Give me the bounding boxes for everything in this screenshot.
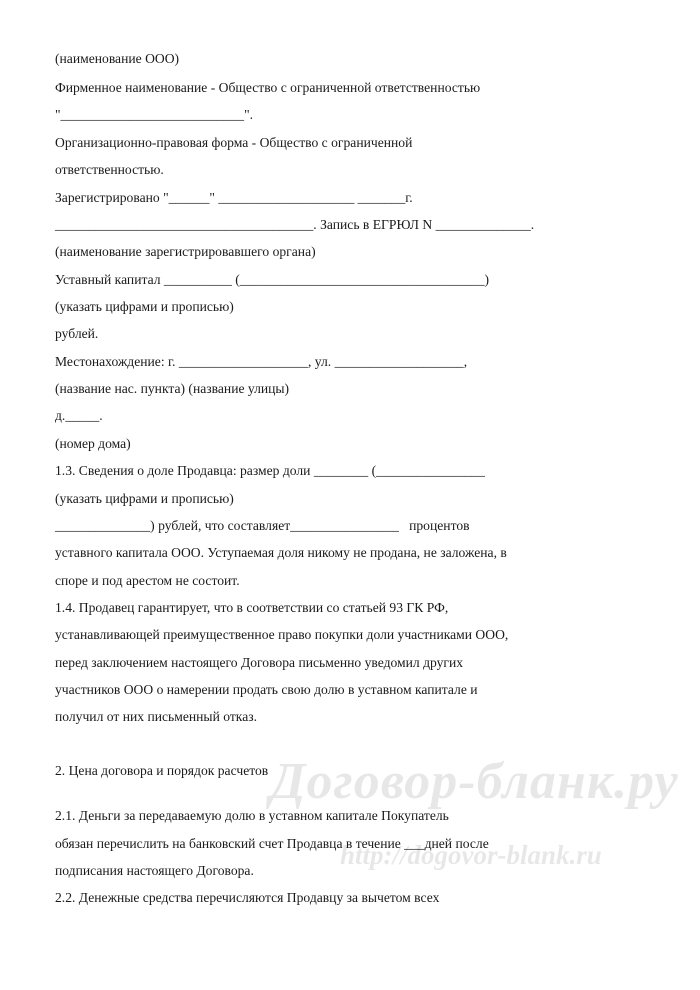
text-line: (указать цифрами и прописью) xyxy=(55,299,234,314)
text-line: споре и под арестом не состоит. xyxy=(55,573,240,588)
text-line: ответственностью. xyxy=(55,162,164,177)
section-heading: 2. Цена договора и порядок расчетов xyxy=(55,763,269,778)
text-line: уставного капитала ООО. Уступаемая доля никому не продана, не заложена, в xyxy=(55,545,507,560)
text-line: Фирменное наименование - Общество с ограниченной ответственностью xyxy=(55,80,481,95)
text-line: 1.3. Сведения о доле Продавца: размер доли ________ (________________ xyxy=(55,463,485,478)
text-line: (номер дома) xyxy=(55,436,131,451)
text-line: обязан перечислить на банковский счет Продавца в течение ___дней после xyxy=(55,836,489,851)
text-line: перед заключением настоящего Договора письменно уведомил других xyxy=(55,655,464,670)
text-line: участников ООО о намерении продать свою долю в уставном капитале и xyxy=(55,682,478,697)
text-line: ______________________________________. Запись в ЕГРЮЛ N ______________. xyxy=(55,217,535,232)
text-line: получил от них письменный отказ. xyxy=(55,709,258,724)
text-line: д._____. xyxy=(55,408,103,423)
text-line: Организационно-правовая форма - Общество с ограниченной xyxy=(55,135,413,150)
text-line: (наименование ООО) xyxy=(55,51,180,66)
text-line: рублей. xyxy=(55,326,99,341)
text-line: Местонахождение: г. ___________________, ул. ___________________, xyxy=(55,354,468,369)
text-line: Уставный капитал __________ (____________________________________) xyxy=(55,272,490,287)
text-line: устанавливающей преимущественное право покупки доли участниками ООО, xyxy=(55,627,509,642)
watermark-url: http://dogovor-blank.ru xyxy=(340,840,602,870)
text-line: "___________________________". xyxy=(55,107,254,122)
text-line: 2.1. Деньги за передаваемую долю в уставном капитале Покупатель xyxy=(55,808,449,823)
text-line: подписания настоящего Договора. xyxy=(55,863,254,878)
text-line: Зарегистрировано "______" ____________________ _______г. xyxy=(55,190,413,205)
text-line: (указать цифрами и прописью) xyxy=(55,491,234,506)
text-line: 1.4. Продавец гарантирует, что в соответствии со статьей 93 ГК РФ, xyxy=(55,600,449,615)
text-line: 2.2. Денежные средства перечисляются Продавцу за вычетом всех xyxy=(55,890,440,905)
text-line: ______________) рублей, что составляет________________ процентов xyxy=(55,518,470,533)
text-line: (название нас. пункта) (название улицы) xyxy=(55,381,290,396)
watermark-logo: Договор-бланк.ру xyxy=(270,753,679,810)
text-line: (наименование зарегистрировавшего органа) xyxy=(55,244,316,259)
